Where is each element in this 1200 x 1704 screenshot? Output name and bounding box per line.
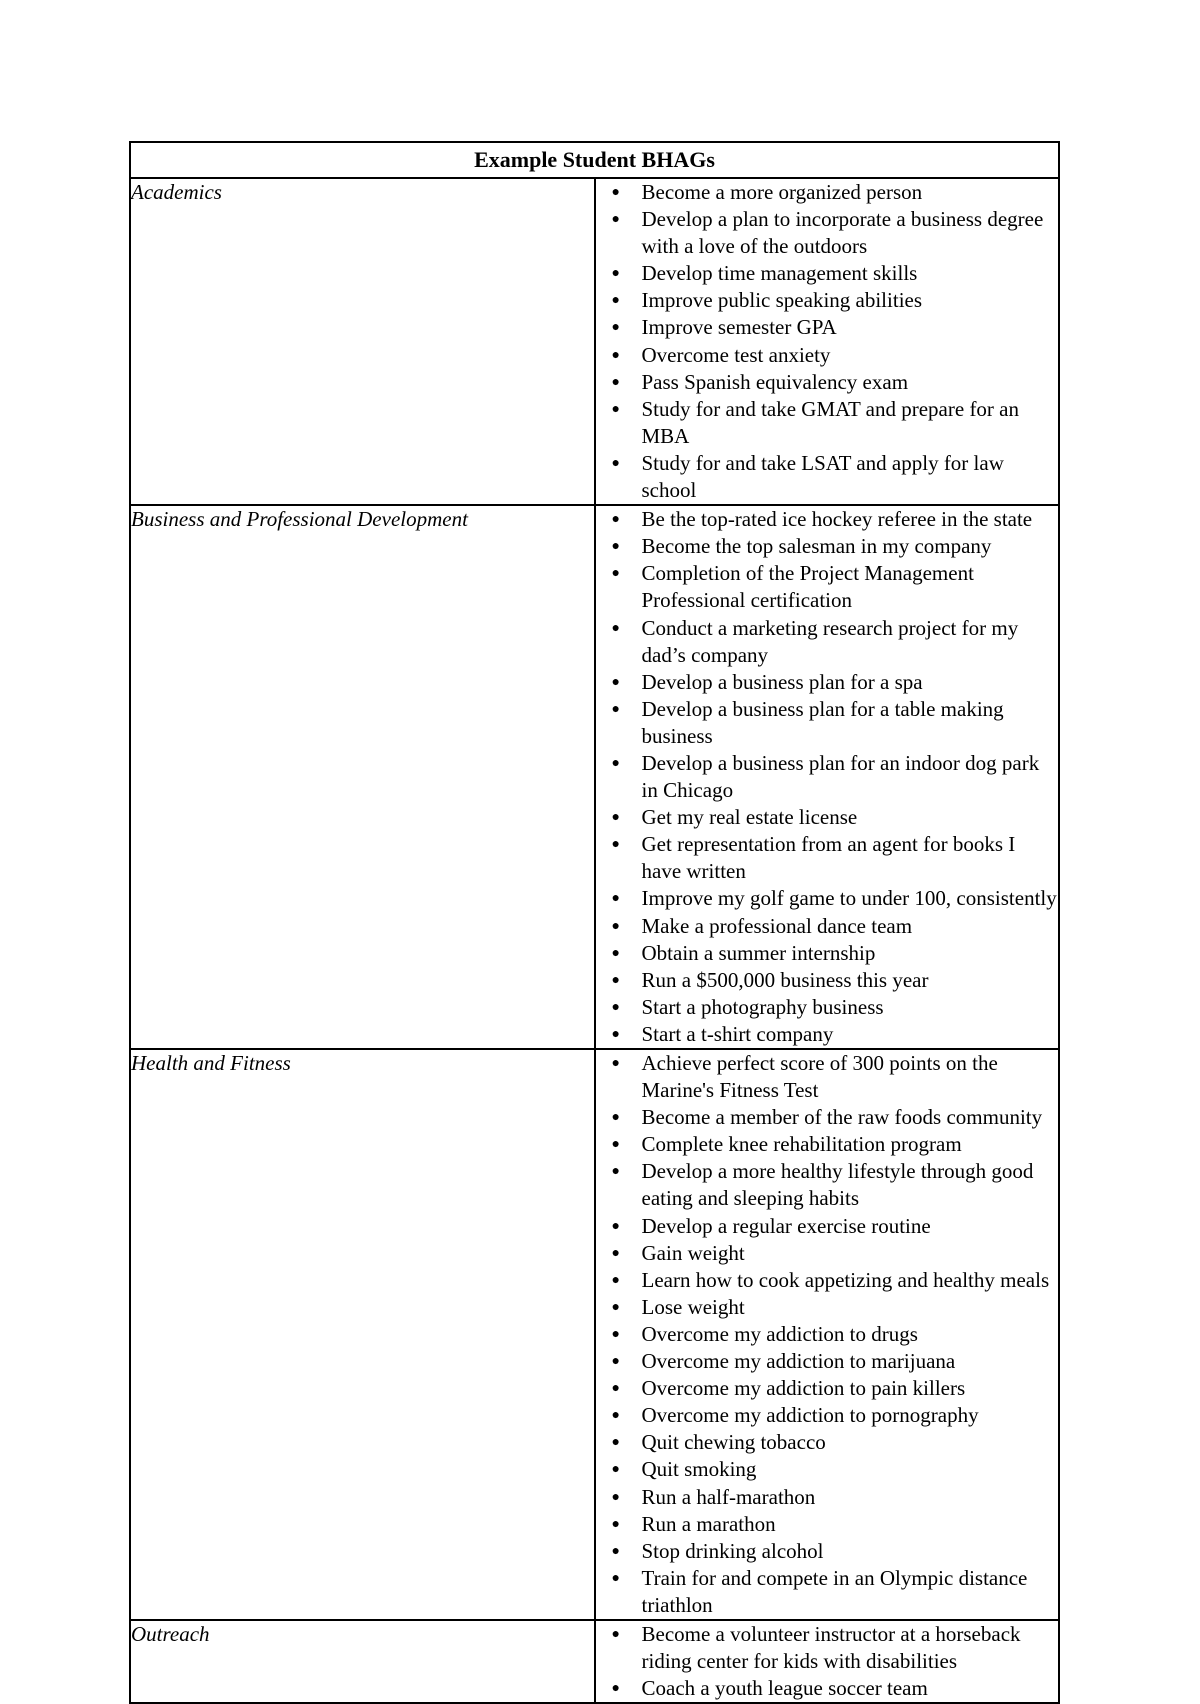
bhag-table [129,141,1060,1704]
bullet-icon: ● [611,1489,620,1505]
list-item [596,1158,1059,1212]
bullet-icon: ● [611,1110,620,1126]
bullet-icon: ● [611,1408,620,1424]
title-row [130,142,1059,178]
goal-text: Develop a business plan for a spa [641,669,923,694]
bullet-icon: ● [611,347,620,363]
goal-text: Run a half-marathon [641,1484,816,1509]
table-body [130,178,1059,1703]
bullet-icon: ● [611,972,620,988]
bullet-icon: ● [611,837,620,853]
list-item [596,804,1059,831]
list-item [596,560,1059,614]
list-item [596,450,1059,504]
list-item [596,179,1059,206]
bullet-icon: ● [611,945,620,961]
goal-text: Improve semester GPA [641,315,837,340]
bullet-icon: ● [611,674,620,690]
table-row [130,505,1059,1049]
bullet-icon: ● [611,1056,620,1071]
bullet-icon: ● [611,185,620,200]
goal-text: Learn how to cook appetizing and healthy meals [641,1267,1050,1292]
bullet-icon: ● [611,1435,620,1451]
goals-cell [595,178,1060,505]
table-row [130,178,1059,505]
list-item [596,1621,1059,1675]
bullet-icon: ● [611,1570,620,1586]
bullet-icon: ● [611,1516,620,1532]
bullet-icon: ● [611,918,620,934]
goal-text: Obtain a summer internship [641,940,876,965]
category-label: Health and Fitness [130,1049,595,1620]
bullet-icon: ● [611,810,620,826]
list-item [596,1267,1059,1294]
list-item [596,506,1059,533]
bullet-icon: ● [611,620,620,636]
goal-list [596,1050,1059,1619]
bullet-icon: ● [611,1381,620,1397]
list-item [596,669,1059,696]
list-item [596,913,1059,940]
table-title: Example Student BHAGs [130,142,1059,178]
bullet-icon: ● [611,1026,620,1042]
goal-text: Overcome my addiction to pornography [641,1403,979,1428]
list-item [596,1402,1059,1429]
goal-text: Gain weight [641,1240,745,1265]
goal-text: Develop a plan to incorporate a business degree with a love of the outdoors [641,207,1044,259]
list-item [596,206,1059,260]
goal-text: Become a volunteer instructor at a horseback riding center for kids with disabilities [641,1621,1021,1674]
list-item [596,1565,1059,1619]
goal-text: Stop drinking alcohol [641,1538,824,1563]
list-item [596,696,1059,750]
bullet-icon: ● [611,374,620,390]
bullet-icon: ● [611,891,620,907]
goal-text: Study for and take LSAT and apply for law school [641,450,1004,503]
goal-text: Become a more organized person [641,180,923,204]
goal-text: Achieve perfect score of 300 points on the Marine's Fitness Test [641,1051,998,1103]
bullet-icon: ● [611,512,620,528]
goal-text: Start a photography business [641,994,884,1019]
bullet-icon: ● [611,1543,620,1559]
bullet-icon: ● [611,320,620,336]
bullet-icon: ● [611,212,620,228]
list-item [596,1538,1059,1565]
goal-text: Run a $500,000 business this year [641,967,929,992]
bullet-icon: ● [611,1137,620,1153]
list-item [596,994,1059,1021]
list-item [596,1131,1059,1158]
goals-cell [595,505,1060,1049]
goal-text: Completion of the Project Management Professional certification [641,561,974,613]
table-row [130,1620,1059,1703]
goal-text: Develop a regular exercise routine [641,1213,931,1238]
bullet-icon: ● [611,1164,620,1180]
bullet-icon: ● [611,701,620,717]
list-item [596,1050,1059,1104]
list-item [596,1511,1059,1538]
goal-text: Conduct a marketing research project for my dad’s company [641,615,1019,667]
bullet-icon: ● [611,539,620,555]
bullet-icon: ● [611,1626,620,1642]
goal-text: Be the top-rated ice hockey referee in the state [641,507,1033,532]
list-item [596,615,1059,669]
list-item [596,1348,1059,1375]
goal-text: Improve my golf game to under 100, consistently [641,886,1057,911]
goal-text: Become the top salesman in my company [641,534,992,559]
goal-text: Improve public speaking abilities [641,288,923,313]
list-item [596,1484,1059,1511]
bullet-icon: ● [611,566,620,582]
list-item [596,831,1059,885]
bullet-icon: ● [611,1326,620,1342]
bullet-icon: ● [611,1272,620,1288]
list-item [596,260,1059,287]
goal-text: Overcome my addiction to marijuana [641,1349,956,1374]
goals-cell [595,1049,1060,1620]
goal-text: Run a marathon [641,1511,776,1536]
bullet-icon: ● [611,455,620,471]
bullet-icon: ● [611,1245,620,1261]
bullet-icon: ● [611,1462,620,1478]
bullet-icon: ● [611,1299,620,1315]
goal-text: Study for and take GMAT and prepare for an MBA [641,396,1019,448]
list-item [596,287,1059,314]
goal-text: Develop a more healthy lifestyle through good eating and sleeping habits [641,1159,1034,1211]
list-item [596,533,1059,560]
goal-text: Overcome my addiction to pain killers [641,1376,966,1401]
list-item [596,1321,1059,1348]
bullet-icon: ● [611,401,620,417]
list-item [596,1375,1059,1402]
goal-text: Quit chewing tobacco [641,1430,826,1455]
bullet-icon: ● [611,1681,620,1697]
list-item [596,1104,1059,1131]
list-item [596,885,1059,912]
list-item [596,967,1059,994]
list-item [596,1021,1059,1048]
list-item [596,940,1059,967]
goal-text: Start a t-shirt company [641,1021,834,1046]
bullet-icon: ● [611,266,620,282]
category-label: Outreach [130,1620,595,1703]
list-item [596,1675,1059,1702]
goal-text: Make a professional dance team [641,913,913,938]
goal-text: Get my real estate license [641,805,858,830]
list-item [596,342,1059,369]
goal-text: Develop time management skills [641,261,918,286]
list-item [596,314,1059,341]
goal-text: Train for and compete in an Olympic distance triathlon [641,1565,1028,1617]
goal-text: Develop a business plan for a table making business [641,696,1004,748]
list-item [596,369,1059,396]
goals-cell [595,1620,1060,1703]
goal-text: Overcome test anxiety [641,342,831,367]
goal-text: Complete knee rehabilitation program [641,1132,962,1157]
goal-text: Get representation from an agent for books I have written [641,832,1016,884]
goal-list [596,1621,1059,1702]
category-label: Academics [130,178,595,505]
category-label: Business and Professional Development [130,505,595,1049]
list-item [596,1294,1059,1321]
bullet-icon: ● [611,999,620,1015]
table-row [130,1049,1059,1620]
list-item [596,1240,1059,1267]
list-item [596,1456,1059,1483]
goal-text: Become a member of the raw foods community [641,1105,1043,1130]
goal-text: Develop a business plan for an indoor dog park in Chicago [641,750,1040,803]
goal-text: Coach a youth league soccer team [641,1676,928,1701]
list-item [596,1429,1059,1456]
goal-text: Lose weight [641,1294,745,1319]
goal-text: Quit smoking [641,1457,757,1482]
goal-list [596,179,1059,504]
goal-text: Overcome my addiction to drugs [641,1321,918,1346]
goal-text: Pass Spanish equivalency exam [641,369,909,394]
goal-list [596,506,1059,1048]
list-item [596,396,1059,450]
bullet-icon: ● [611,755,620,771]
list-item [596,750,1059,804]
list-item [596,1213,1059,1240]
bullet-icon: ● [611,1218,620,1234]
bullet-icon: ● [611,1354,620,1370]
bullet-icon: ● [611,293,620,309]
